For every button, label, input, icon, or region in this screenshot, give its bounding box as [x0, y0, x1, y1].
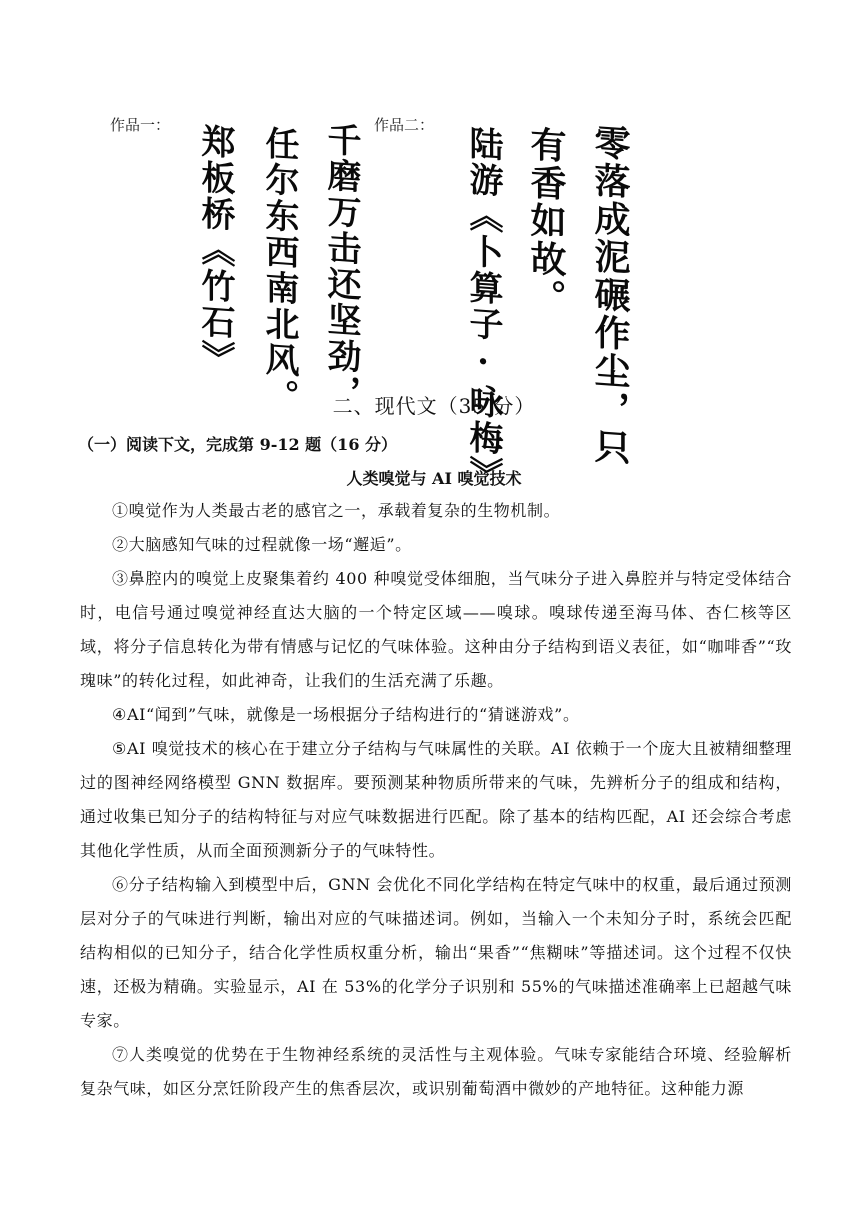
paragraph-6: ⑥分子结构输入到模型中后，GNN 会优化不同化学结构在特定气味中的权重，最后通过预测层对分子的气味进行判断，输出对应的气味描述词。例如，当输入一个未知分子时，系统会匹配结构相似的已知分子，结合化学性质权重分析，输出“果香”“焦糊味”等描述词。这个过程不仅快速，还极为精确。实验显示，AI 在 53%的化学分子识别和 55%的气味描述准确率上已超越气味专家。: [80, 875, 792, 1030]
work-two-line-1: 零落成泥碾作尘，只: [589, 122, 631, 468]
section-title: 二、现代文（35 分）: [332, 394, 536, 418]
work-one-line-2: 任尔东西南北风。: [259, 124, 299, 416]
paragraph-4: ④AI“闻到”气味，就像是一场根据分子结构进行的“猜谜游戏”。: [112, 705, 580, 724]
paragraph-3: ③鼻腔内的嗅觉上皮聚集着约 400 种嗅觉受体细胞，当气味分子进入鼻腔并与特定受体结合时，电信号通过嗅觉神经直达大脑的一个特定区域——嗅球。嗅球传递至海马体、杏仁核等区域，将分子信息转化为带有情感与记忆的气味体验。这种由分子结构到语义表征，如“咖啡香”“玫瑰味”的转化过程，如此神奇，让我们的生活充满了乐趣。: [80, 569, 792, 690]
work-two-line-2: 有香如故。: [525, 124, 567, 318]
work-one-line-1: 千磨万击还坚劲，: [321, 120, 361, 412]
paragraph-2: ②大脑感知气味的过程就像一场“邂逅”。: [112, 535, 412, 554]
work-two-label: 作品二：: [374, 116, 435, 134]
work-one-attribution: 郑板桥《竹石》: [195, 122, 235, 378]
article-title: 人类嗅觉与 AI 嗅觉技术: [346, 469, 522, 488]
work-two-attribution: 陆游《卜算子·咏梅》: [463, 124, 503, 494]
work-one-label: 作品一：: [110, 116, 171, 134]
paragraph-5: ⑤AI 嗅觉技术的核心在于建立分子结构与气味属性的关联。AI 依赖于一个庞大且被精细整理过的图神经网络模型 GNN 数据库。要预测某种物质所带来的气味，先辨析分子的组成和结构，通过收集已知分子的结构特征与对应气味数据进行匹配。除了基本的结构匹配，AI 还会综合考虑其他化学性质，从而全面预测新分子的气味特性。: [80, 739, 792, 860]
subsection-heading: （一）阅读下文，完成第 9-12 题（16 分）: [78, 435, 398, 454]
paragraph-1: ①嗅觉作为人类最古老的感官之一，承载着复杂的生物机制。: [112, 501, 561, 520]
article-body: [80, 494, 792, 1106]
paragraph-7: ⑦人类嗅觉的优势在于生物神经系统的灵活性与主观体验。气味专家能结合环境、经验解析复杂气味，如区分烹饪阶段产生的焦香层次，或识别葡萄酒中微妙的产地特征。这种能力源: [80, 1045, 792, 1098]
